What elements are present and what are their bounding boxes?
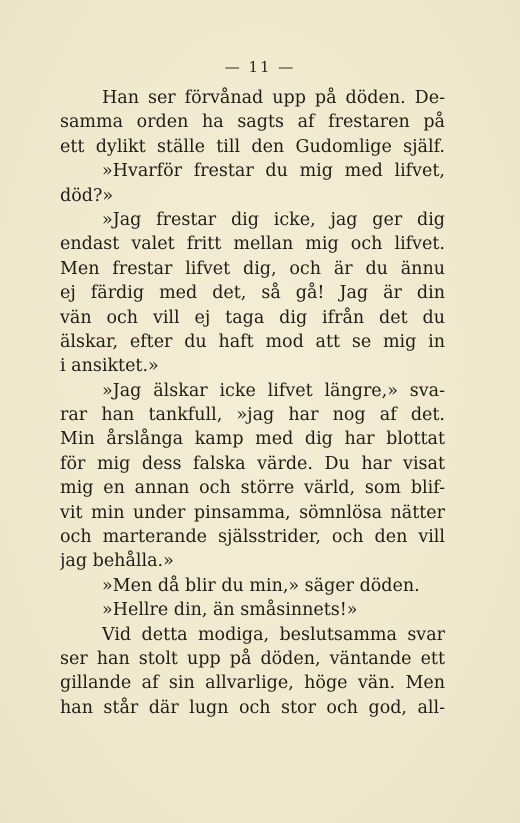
page-number: — 11 — (224, 58, 296, 76)
page-text (60, 86, 445, 720)
text-line: Vid detta modiga, beslutsamma svar (102, 624, 445, 645)
text-line: ser han stolt upp på döden, väntande ett (60, 648, 445, 669)
text-line: Min årslånga kamp med dig har blottat (60, 429, 445, 450)
text-line: vän och vill ej taga dig ifrån det du (60, 307, 445, 328)
text-line: rar han tankfull, »jag har nog af det. (60, 405, 445, 426)
text-line: »Jag älskar icke lifvet längre,» sva- (102, 380, 445, 401)
text-line: död?» (60, 185, 114, 206)
text-line: »Hellre din, än småsinnets!» (102, 600, 358, 621)
text-line: endast valet fritt mellan mig och lifvet. (60, 234, 445, 255)
text-line: Han ser förvånad upp på döden. De- (102, 88, 445, 108)
text-line: han står där lugn och stor och god, all- (60, 697, 445, 718)
text-line: i ansiktet.» (60, 356, 159, 377)
text-line: »Men då blir du min,» säger döden. (102, 575, 420, 596)
text-line: ej färdig med det, så gå! Jag är din (60, 283, 445, 304)
text-line: »Hvarför frestar du mig med lifvet, (102, 161, 445, 182)
text-line: gillande af sin allvarlige, höge vän. Men (60, 673, 445, 694)
text-line: samma orden ha sagts af frestaren på (60, 112, 445, 133)
text-line: »Jag frestar dig icke, jag ger dig (102, 209, 445, 230)
text-line: Men frestar lifvet dig, och är du ännu (60, 258, 445, 279)
text-line: jag behålla.» (60, 551, 174, 572)
text-line: mig en annan och större värld, som blif- (60, 478, 445, 499)
text-line: vit min under pinsamma, sömnlösa nätter (60, 502, 445, 523)
text-line: för mig dess falska värde. Du har visat (60, 453, 445, 474)
text-line: och marterande själsstrider, och den vill (60, 527, 445, 548)
text-line: älskar, efter du haft mod att se mig in (60, 331, 445, 352)
text-line: ett dylikt ställe till den Gudomlige själf. (60, 136, 445, 157)
